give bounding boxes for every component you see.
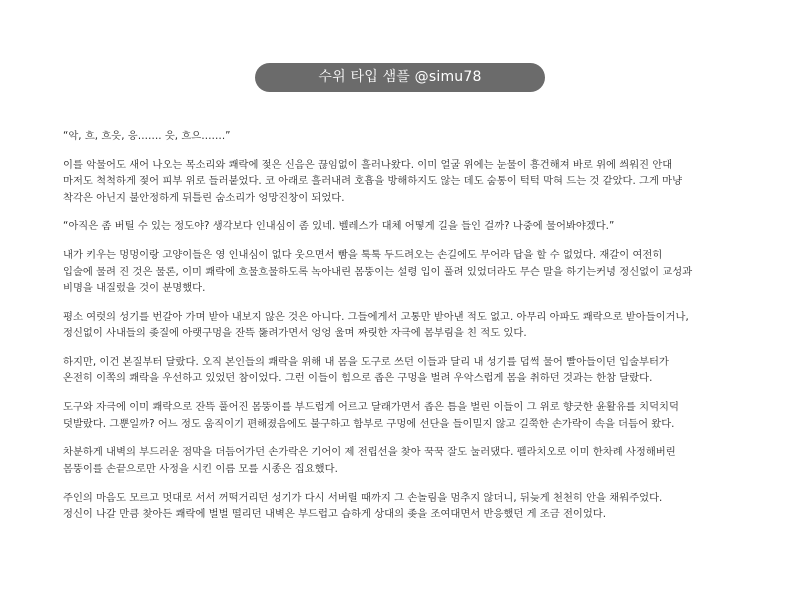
paragraph-line: 내가 키우는 멍멍이랑 고양이들은 영 인내심이 없다 웃으면서 빰을 툭툭 두드려오는 손길에도 무어라 답을 할 수 없었다. 재갈이 여전히	[63, 249, 663, 262]
document-body	[63, 128, 748, 535]
document-title: 수위 타입 샘플 @simu78	[255, 63, 545, 92]
paragraph	[63, 157, 748, 206]
paragraph-line: 정신없이 사내들의 좆질에 아랫구멍을 잔뜩 뚫려가면서 엉엉 울며 짜릿한 자극에 몸부림을 친 적도 있다.	[63, 327, 527, 340]
paragraph	[63, 444, 748, 477]
paragraph-line: “악, 흐, 흐읏, 응……. 읏, 흐으…….”	[63, 130, 231, 142]
paragraph-line: 정신이 나갈 만큼 찾아든 쾌락에 벌벌 떨리던 내벽은 부드럽고 습하게 상대의 좆을 조여대면서 반응했던 게 조금 전이었다.	[63, 508, 607, 521]
paragraph-line: 착각은 아닌지 불안정하게 뒤틀린 숨소리가 엉망진창이 되었다.	[63, 191, 345, 204]
paragraph-line: 도구와 자극에 이미 쾌락으로 잔뜩 풀어진 몸뚱이를 부드럽게 어르고 달래가면서 좁은 틈을 벌린 이들이 그 위로 향긋한 윤활유를 치덕치덕	[63, 401, 679, 414]
paragraph	[63, 247, 748, 296]
paragraph	[63, 128, 748, 144]
paragraph-line: 마저도 척척하게 젖어 피부 위로 들러붙었다. 코 아래로 흘러내려 호흡을 방해하지도 않는 데도 숨통이 턱턱 막혀 드는 것 같았다. 그게 마냥	[63, 175, 683, 188]
paragraph-line: 평소 여럿의 성기를 번갈아 가며 받아 내보지 않은 것은 아니다. 그들에게서 고통만 받아낸 적도 없고. 아무리 아파도 쾌락으로 받아들이거나,	[63, 310, 689, 323]
paragraph-line: 몸뚱이를 손끝으로만 사정을 시킨 이름 모를 시종은 집요했다.	[63, 462, 338, 475]
paragraph-line: 하지만, 이건 본질부터 달랐다. 오직 본인들의 쾌락을 위해 내 몸을 도구로 쓰던 이들과 달리 내 성기를 덥썩 물어 빨아들이던 입술부터가	[63, 356, 669, 369]
paragraph	[63, 354, 748, 387]
paragraph-line: 이를 악물어도 새어 나오는 목소리와 쾌락에 젖은 신음은 끊임없이 흘러나왔다. 이미 얼굴 위에는 눈물이 흥건해져 바로 위에 씌워진 안대	[63, 158, 673, 171]
paragraph-line: “아직은 좀 버틸 수 있는 정도야? 생각보다 인내심이 좀 있네. 벨레스가 대체 어떻게 길을 들인 걸까? 나중에 물어봐야겠다.”	[63, 220, 615, 233]
paragraph-line: 주인의 마음도 모르고 멋대로 서서 꺼떡거리던 성기가 다시 서버릴 때까지 그 손놀림을 멈추지 않더니, 뒤늦게 천천히 안을 채워주었다.	[63, 491, 663, 504]
paragraph	[63, 399, 748, 432]
paragraph	[63, 490, 748, 523]
paragraph	[63, 309, 748, 342]
paragraph-line: 비명을 내질렀을 것이 분명했다.	[63, 282, 206, 295]
paragraph-line: 덧발랐다. 그뿐일까? 어느 정도 움직이기 편해졌음에도 불구하고 함부로 구멍에 선단을 들이밀지 않고 길쭉한 손가락이 속을 더듬어 왔다.	[63, 417, 675, 430]
paragraph-line: 차분하게 내벽의 부드러운 점막을 더듬어가던 손가락은 기어이 제 전립선을 찾아 꾹꾹 잘도 눌러댔다. 펠라치오로 이미 한차례 사정해버린	[63, 446, 676, 459]
paragraph-line: 입술에 물려 진 것은 물론, 이미 쾌락에 흐물흐물하도록 녹아내린 몸뚱이는 설령 입이 풀려 있었더라도 무슨 말을 하기는커녕 정신없이 교성과	[63, 265, 693, 278]
paragraph	[63, 218, 748, 234]
paragraph-line: 온전히 이쪽의 쾌락을 우선하고 있었던 참이었다. 그런 이들이 힘으로 좁은 구멍을 벌려 우악스럽게 몸을 취하던 것과는 한참 달랐다.	[63, 372, 653, 385]
